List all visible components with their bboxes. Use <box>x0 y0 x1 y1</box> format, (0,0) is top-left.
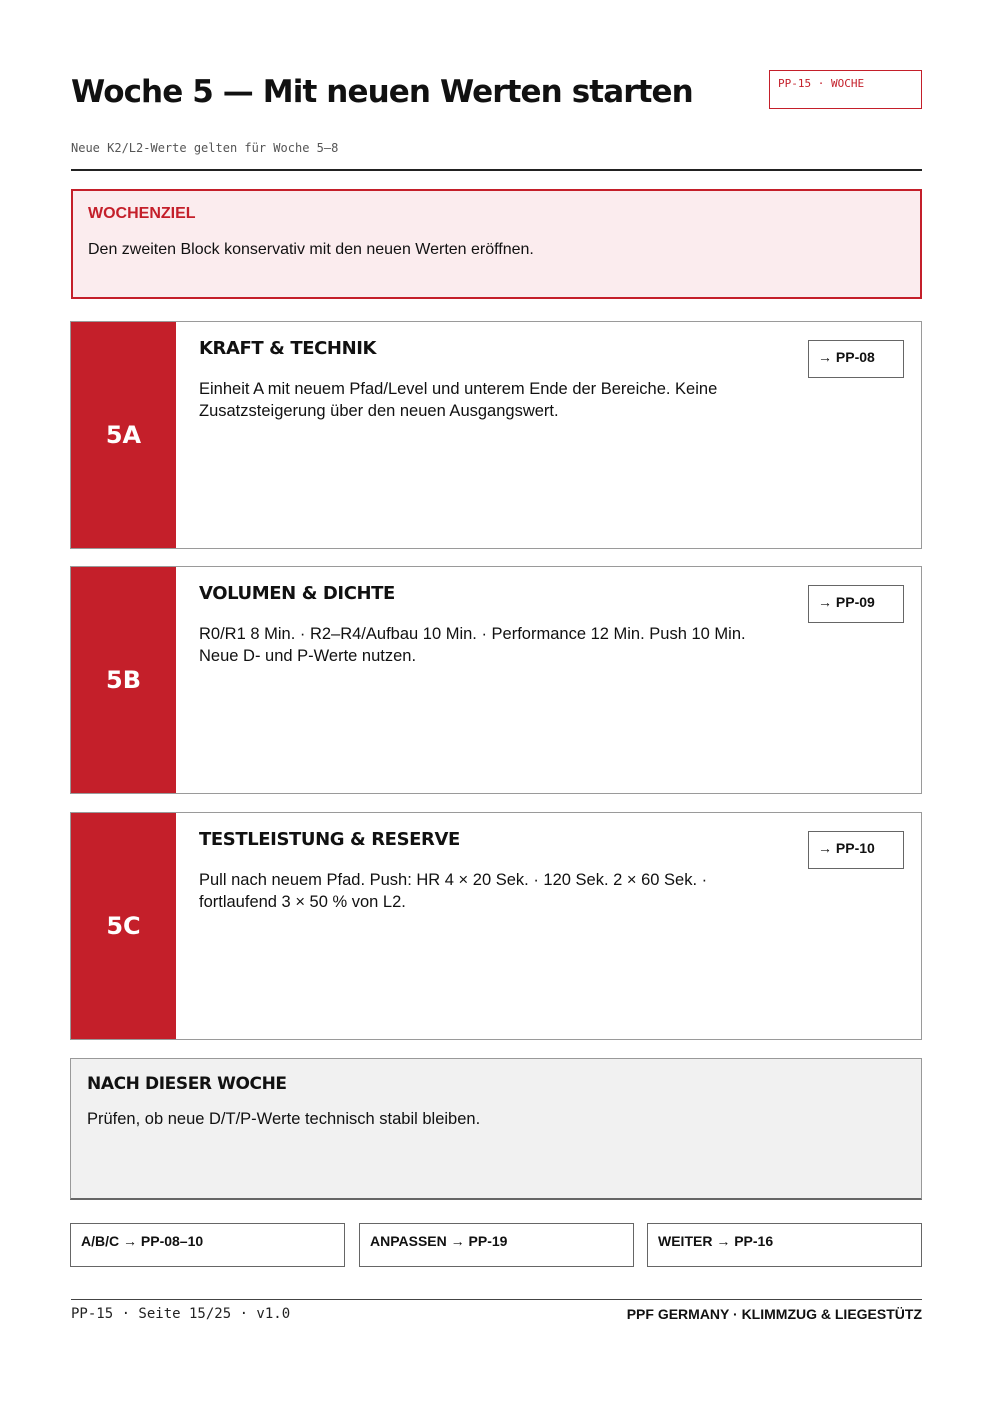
session-card-5a <box>70 321 922 549</box>
session-card-5c <box>70 812 922 1040</box>
session-description: Einheit A mit neuem Pfad/Level und unterem Ende der Bereiche. Keine Zusatzsteigerung über den neuen Ausgangswert. <box>199 380 718 420</box>
nav-next-button[interactable]: WEITER → PP-16 <box>647 1223 922 1267</box>
week-goal-label: WOCHENZIEL <box>88 205 196 222</box>
session-code: 5A <box>71 322 176 548</box>
footer-divider <box>71 1299 922 1300</box>
nav-sessions-button[interactable]: A/B/C → PP-08–10 <box>70 1223 345 1267</box>
session-description: R0/R1 8 Min. · R2–R4/Aufbau 10 Min. · Performance 12 Min. Push 10 Min. Neue D- und P-Werte nutzen. <box>199 625 746 665</box>
after-week-text: Prüfen, ob neue D/T/P-Werte technisch stabil bleiben. <box>87 1110 481 1128</box>
session-code: 5B <box>71 567 176 793</box>
session-title: VOLUMEN & DICHTE <box>199 583 395 604</box>
session-link-button[interactable]: → PP-09 <box>808 585 904 623</box>
session-link-button[interactable]: → PP-08 <box>808 340 904 378</box>
week-goal-text: Den zweiten Block konservativ mit den neuen Werten eröffnen. <box>88 241 534 258</box>
session-link-button[interactable]: → PP-10 <box>808 831 904 869</box>
session-title: TESTLEISTUNG & RESERVE <box>199 829 460 850</box>
nav-adjust-button[interactable]: ANPASSEN → PP-19 <box>359 1223 634 1267</box>
week-goal-box <box>71 189 922 299</box>
session-card-5b <box>70 566 922 794</box>
after-week-box <box>70 1058 922 1200</box>
page-subtitle: Neue K2/L2-Werte gelten für Woche 5–8 <box>71 141 339 155</box>
session-code: 5C <box>71 813 176 1039</box>
footer-brand: PPF GERMANY · KLIMMZUG & LIEGESTÜTZ <box>626 1306 922 1322</box>
session-title: KRAFT & TECHNIK <box>199 338 377 359</box>
footer-page-info: PP-15 · Seite 15/25 · v1.0 <box>71 1306 291 1322</box>
page-title: Woche 5 — Mit neuen Werten starten <box>71 74 693 110</box>
after-week-label: NACH DIESER WOCHE <box>87 1074 287 1094</box>
header-divider <box>71 169 922 171</box>
page-tag: PP-15 · WOCHE <box>769 70 922 109</box>
session-description: Pull nach neuem Pfad. Push: HR 4 × 20 Sek. · 120 Sek. 2 × 60 Sek. · fortlaufend 3 × 50 % von L2. <box>199 871 708 911</box>
